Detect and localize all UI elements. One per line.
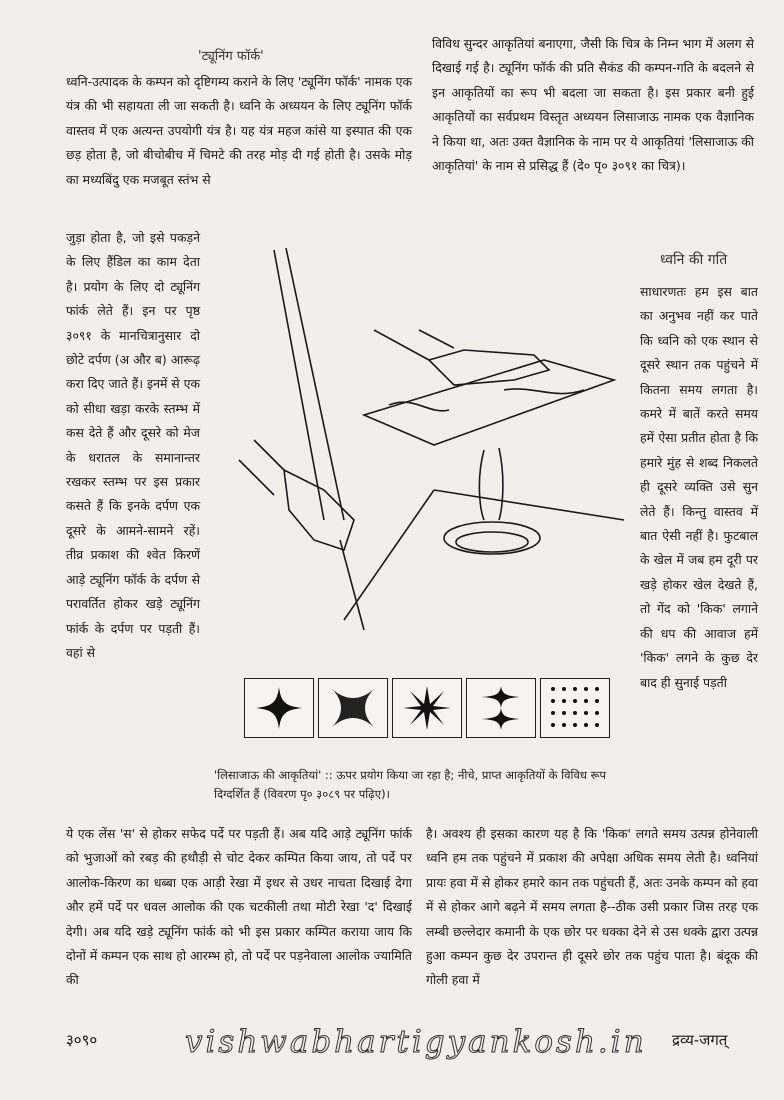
fork-arm-right: [286, 248, 344, 520]
eight-point-star-icon: [392, 678, 462, 738]
figure-caption: 'लिसाजाऊ की आकृतियां' :: ऊपर प्रयोग किया जा रहा है; नीचे, प्राप्त आकृतियों के विविध रूप दिग्दर्शित हैं (विवरण पृ० ३०८९ पर पढ़िए)।: [214, 768, 607, 801]
tuning-fork-narrow-text: जुड़ा होता है, जो इसे पकड़ने के लिए हैंडिल का काम देता है। प्रयोग के लिए दो ट्यूनिंग फांर्क लेते हैं। इन पर पृष्ठ ३०९१ के मानचित्रानुसार दो छोटे दर्पण (अ और ब) आरूढ़ करा दिए जाते हैं। इनमें से एक को सीधा खड़ा करके स्तम्भ में कस देते हैं और दूसरे को मेज के धरातल के समानान्तर रखकर स्तम्भ पर इस प्रकार कसते हैं कि इनके दर्पण एक दूसरे के आमने-सामने रहें। तीव्र प्रकाश की श्वेत किरणें आड़े ट्यूनिंग फॉर्क के दर्पण से परावर्तित होकर खड़े ट्यूनिंग फांर्क के दर्पण पर पड़ती हैं। वहां से: [66, 230, 200, 660]
sound-speed-narrow-column: [640, 280, 758, 695]
dot-grid-icon: [540, 678, 610, 738]
section-title-sound-speed: ध्वनि की गति: [660, 252, 728, 268]
table-edge-right: [434, 490, 624, 520]
section-title-tuning-fork: 'ट्यूनिंग फॉर्क': [198, 49, 264, 64]
sound-speed-bottom-column: [426, 822, 758, 993]
tuning-fork-bottom-text: ये एक लेंस 'स' से होकर सफेद पर्दे पर पड़ती हैं। अब यदि आड़े ट्यूनिंग फांर्क को भुजाओं को रबड़ की हथौड़ी से चोट देकर कम्पित किया जाय, तो पर्दे पर आलोक-किरण का धब्बा एक आड़ी रेखा में इधर से उधर नाचता दिखाई देगा और हमें पर्दे पर धवल आलोक की एक चटकीली तथा मोटी रेखा 'द' दिखाई देगी। अब यदि खड़े ट्यूनिंग फांर्क को भी इस प्रकार कम्पित कराया जाय कि दोनों में कम्पन एक साथ हो आरम्भ हो, तो पर्दे पर पड़नेवाला आलोक ज्यामिति की: [66, 826, 412, 988]
tuning-fork-apparatus-illustration: [214, 220, 634, 660]
lissajous-figures-strip: [244, 678, 614, 738]
tuning-fork-intro-paragraph: [66, 70, 412, 192]
hand-right: [429, 350, 549, 385]
watermark-text: vishwabhartigyankosh.in: [185, 1024, 647, 1060]
tuning-fork-narrow-column: [66, 226, 200, 665]
tuning-fork-intro-text: ध्वनि-उत्पादक के कम्पन को दृष्टिगम्य कराने के लिए 'ट्यूनिंग फॉर्क' नामक एक यंत्र की भी सहायता ली जा सकती है। ध्वनि के अध्ययन के लिए ट्यूनिंग फॉर्क वास्तव में एक अत्यन्त उपयोगी यंत्र है। यह यंत्र महज कांसे या इस्पात की एक छड़ होता है, जो बीचोबीच में चिमटे की तरह मोड़ दी गई होती है। उसके मोड़ का मध्यबिंदु एक मजबूत स्तंभ से: [66, 74, 412, 187]
fork-arm-left: [274, 250, 324, 520]
page-number: ३०९०: [66, 1031, 98, 1049]
sound-speed-bottom-text: है। अवश्य ही इसका कारण यह है कि 'किक' लगते समय उत्पन्न होनेवाली ध्वनि हम तक पहुंचने में प्रकाश की अपेक्षा अधिक समय लेती है। ध्वनियां प्रायः हवा में से होकर हमारे कान तक पहुंचती हैं, अतः उनके कम्पन को हवा में से होकर आगे बढ़ने में समय लगता है--ठीक उसी प्रकार जिस तरह एक लम्बी छल्लेदार कमानी के एक छोर पर धक्का देने से उस धक्के द्वारा उत्पन्न हुआ कम्पन कुछ देर उपरान्त ही दूसरे छोर तक पहुंच पाता है। बंदूक की गोली हवा में: [426, 826, 758, 988]
four-point-star-icon: [244, 678, 314, 738]
tuning-fork-bottom-column: [66, 822, 412, 993]
sound-speed-narrow-text: साधारणतः हम इस बात का अनुभव नहीं कर पाते कि ध्वनि को एक स्थान से दूसरे स्थान तक पहुंचने में कितना समय लगता है। कमरे में बातें करते समय हमें ऐसा प्रतीत होता है कि हमारे मुंह से शब्द निकलते ही दूसरे व्यक्ति उसे सुन लेते हैं। किन्तु वास्तव में बात ऐसी नहीं है। फुटबाल के खेल में जब हम दूरी पर खड़े होकर खेल देखते हैं, तो गेंद को 'किक' लगाने की धप की आवाज हमें 'किक' लगने के कुछ देर बाद ही सुनाई पड़ती: [640, 284, 758, 690]
rubber-hammer: [340, 540, 364, 630]
lissajous-paragraph: [432, 32, 754, 178]
lissajous-text: विविध सुन्दर आकृतियां बनाएगा, जैसी कि चित्र के निम्न भाग में अलग से दिखाई गई है। ट्यूनिंग फॉर्क की प्रति सैकंड की कम्पन-गति के बदलने से इन आकृतियों का रूप भी बदला जा सकता है। इस प्रकार बनी हुई आकृतियों का सर्वप्रथम विस्तृत अध्ययन लिसाजाऊ नामक एक वैज्ञानिक ने किया था, अतः उक्त वैज्ञानिक के नाम पर ये आकृतियां 'लिसाजाऊ की आकृतियां' के नाम से प्रसिद्ध हैं (दे० पृ० ३०९१ का चित्र)।: [432, 36, 754, 174]
double-star-icon: [466, 678, 536, 738]
magazine-name: द्रव्य-जगत्: [672, 1031, 728, 1049]
page-footer: [0, 1024, 784, 1060]
sleeve-left: [239, 440, 284, 495]
table-edge-left: [344, 490, 434, 620]
apparatus-drawing: [214, 220, 634, 660]
curved-star-icon: [318, 678, 388, 738]
hand-left: [284, 470, 354, 550]
stand-pillar: [479, 448, 503, 520]
